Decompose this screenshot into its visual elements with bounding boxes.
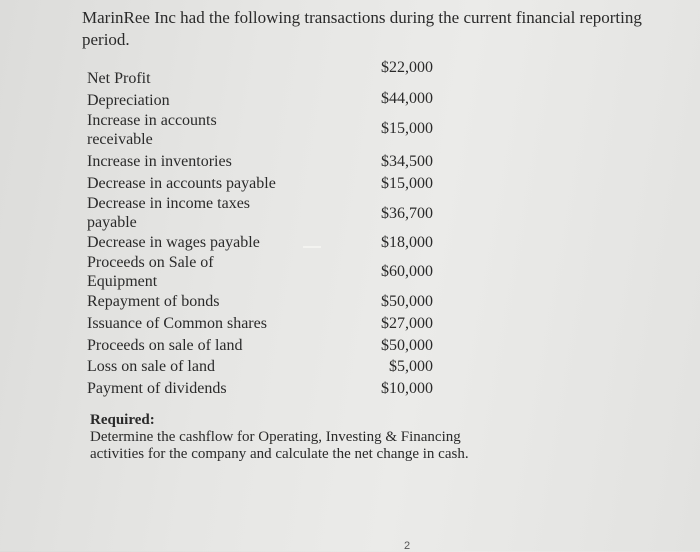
row-value-net-profit: $22,000 bbox=[381, 59, 433, 76]
row-label-loss-land: Loss on sale of land bbox=[87, 358, 215, 375]
required-section bbox=[90, 412, 510, 463]
row-value-proceeds-land: $50,000 bbox=[381, 337, 433, 354]
row-value-depreciation: $44,000 bbox=[381, 90, 433, 107]
row-label-issuance-shares: Issuance of Common shares bbox=[87, 315, 267, 332]
row-label-proceeds-equipment: Proceeds on Sale of Equipment bbox=[87, 254, 214, 290]
row-value-decrease-wages: $18,000 bbox=[381, 234, 433, 251]
row-label-proceeds-land: Proceeds on sale of land bbox=[87, 337, 243, 354]
row-label-repayment-bonds: Repayment of bonds bbox=[87, 293, 220, 310]
row-value-dividends: $10,000 bbox=[381, 380, 433, 397]
required-heading: Required: bbox=[90, 412, 155, 428]
stray-mark bbox=[303, 246, 321, 248]
row-label-dividends: Payment of dividends bbox=[87, 380, 227, 397]
row-value-repayment-bonds: $50,000 bbox=[381, 293, 433, 310]
row-value-proceeds-equipment: $60,000 bbox=[381, 263, 433, 280]
row-value-loss-land: $5,000 bbox=[389, 358, 433, 375]
row-label-net-profit: Net Profit bbox=[87, 70, 151, 87]
row-label-increase-inventories: Increase in inventories bbox=[87, 153, 232, 170]
row-label-depreciation: Depreciation bbox=[87, 92, 170, 109]
row-label-decrease-income-taxes: Decrease in income taxes payable bbox=[87, 195, 251, 231]
row-label-increase-receivable: Increase in accounts receivable bbox=[87, 112, 217, 148]
row-value-issuance-shares: $27,000 bbox=[381, 315, 433, 332]
row-value-decrease-income-taxes: $36,700 bbox=[381, 205, 433, 222]
row-label-decrease-wages: Decrease in wages payable bbox=[87, 234, 260, 251]
row-value-increase-receivable: $15,000 bbox=[381, 120, 433, 137]
required-body: Determine the cashflow for Operating, Investing & Financing activities for the company and calculate the net change in cash. bbox=[90, 429, 469, 462]
page-number: 2 bbox=[404, 540, 411, 552]
row-value-decrease-payable: $15,000 bbox=[381, 175, 433, 192]
row-label-decrease-payable: Decrease in accounts payable bbox=[87, 175, 276, 192]
row-value-increase-inventories: $34,500 bbox=[381, 153, 433, 170]
intro-paragraph: MarinRee Inc had the following transactions during the current financial reporting period. bbox=[82, 8, 642, 49]
